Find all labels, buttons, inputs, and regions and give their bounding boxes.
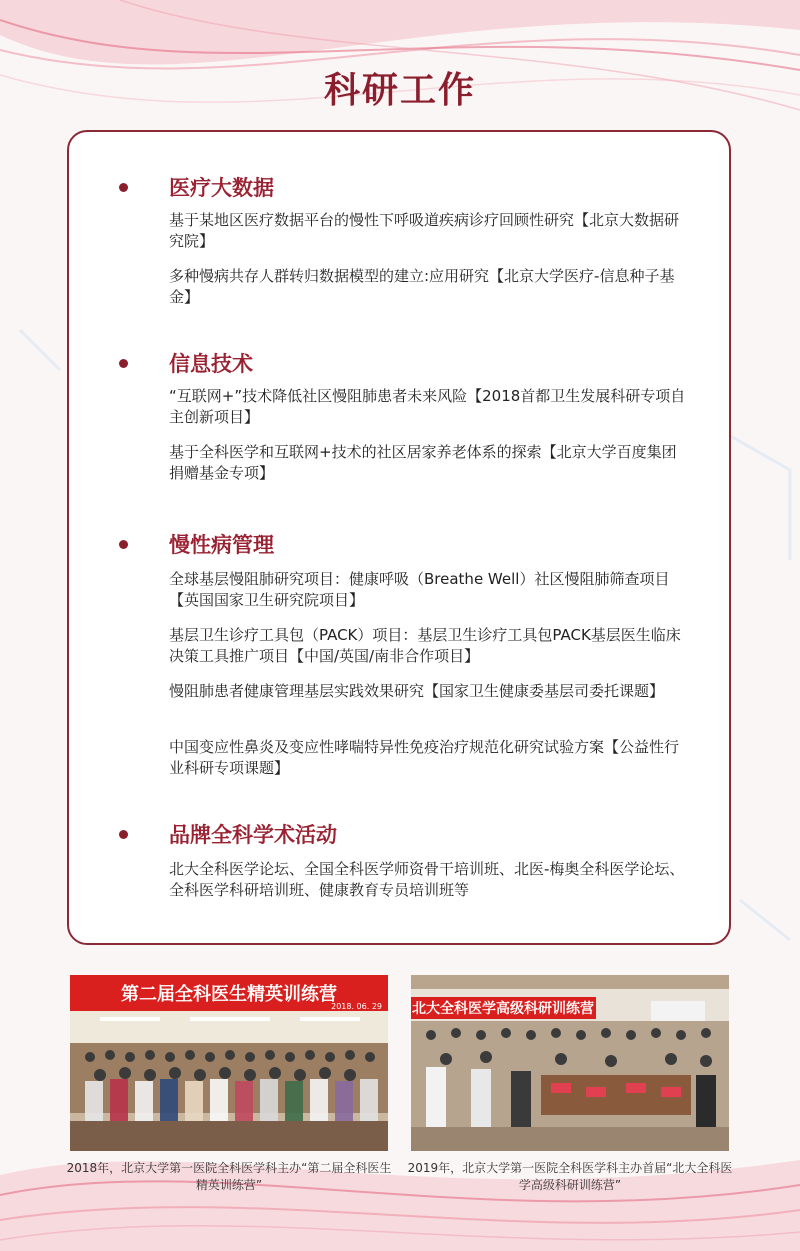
list-item: 北大全科医学论坛、全国全科医学师资骨干培训班、北医-梅奥全科医学论坛、全科医学科研培训班、健康教育专员培训班等 xyxy=(169,860,685,899)
list-item: 基于某地区医疗数据平台的慢性下呼吸道疾病诊疗回顾性研究【北京大数据研究院】 xyxy=(169,211,680,250)
list-item: 全球基层慢阻肺研究项目：健康呼吸（Breathe Well）社区慢阻肺筛查项目【英国国家卫生研究院项目】 xyxy=(169,570,670,609)
bullet-icon xyxy=(119,359,128,368)
section-title: 品牌全科学术活动 xyxy=(169,823,337,847)
list-item: 基层卫生诊疗工具包（PACK）项目：基层卫生诊疗工具包PACK基层医生临床决策工具推广项目【中国/英国/南非合作项目】 xyxy=(169,626,681,665)
photo-caption: 2018年，北京大学第一医院全科医学科主办“第二届全科医生精英训练营” xyxy=(66,1161,392,1192)
photo-2018-training-camp xyxy=(70,975,388,1151)
section-title: 信息技术 xyxy=(169,352,253,376)
photo-banner-text: 北大全科医学高级科研训练营 xyxy=(412,1001,594,1017)
bullet-icon xyxy=(119,830,128,839)
photo-caption: 2019年，北京大学第一医院全科医学科主办首届“北大全科医学高级科研训练营” xyxy=(407,1161,733,1192)
bullet-icon xyxy=(119,183,128,192)
list-item: “互联网+”技术降低社区慢阻肺患者未来风险【2018首都卫生发展科研专项自主创新项目】 xyxy=(169,387,686,426)
photo-2019-research-camp xyxy=(411,975,729,1151)
section-title: 医疗大数据 xyxy=(169,176,274,200)
list-item: 中国变应性鼻炎及变应性哮喘特异性免疫治疗规范化研究试验方案【公益性行业科研专项课题】 xyxy=(169,738,680,777)
bullet-icon xyxy=(119,540,128,549)
list-item: 基于全科医学和互联网+技术的社区居家养老体系的探索【北京大学百度集团捐赠基金专项】 xyxy=(169,443,677,482)
photo-date-text: 2018. 06. 29 xyxy=(331,1002,382,1011)
list-item: 多种慢病共存人群转归数据模型的建立:应用研究【北京大学医疗-信息种子基金】 xyxy=(169,267,675,306)
list-item: 慢阻肺患者健康管理基层实践效果研究【国家卫生健康委基层司委托课题】 xyxy=(169,682,665,700)
page-title: 科研工作 xyxy=(323,70,476,111)
section-title: 慢性病管理 xyxy=(169,533,274,557)
research-card xyxy=(67,130,731,945)
photo-banner-text: 第二届全科医生精英训练营 xyxy=(121,984,337,1005)
